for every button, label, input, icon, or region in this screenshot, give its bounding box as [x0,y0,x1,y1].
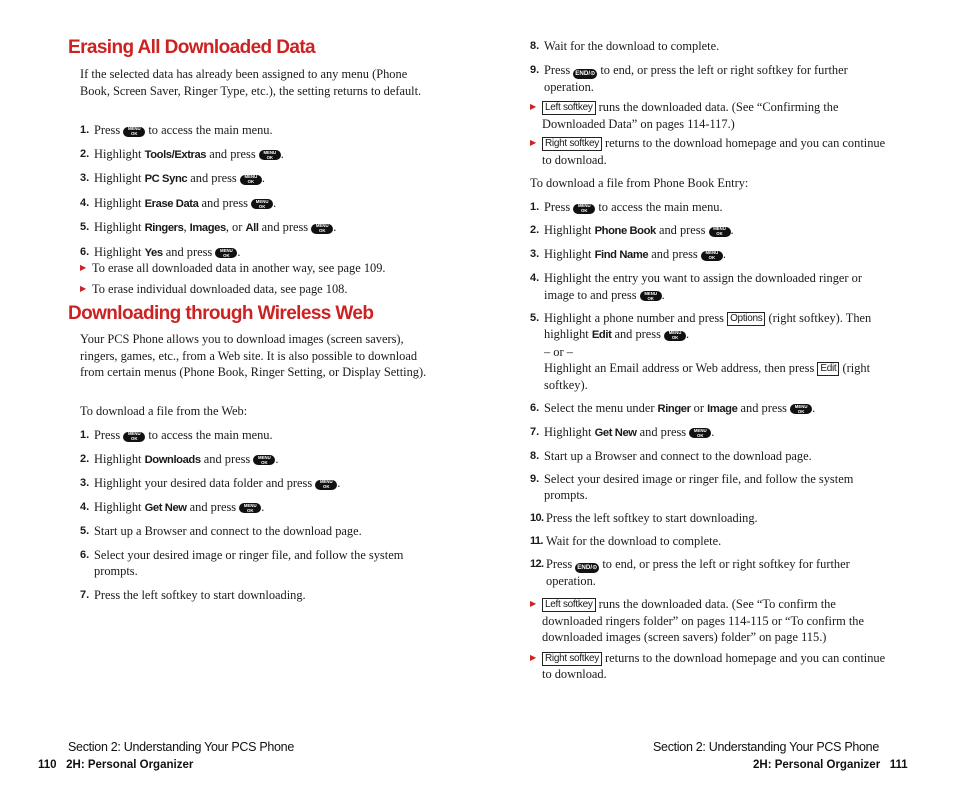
step-item [80,170,438,188]
step-text: Start up a Browser and connect to the download page. [544,448,812,463]
menu-option-label: Phone Book [594,225,656,237]
step-number: 1. [530,201,540,213]
bullet-triangle-icon: ▶ [530,138,537,147]
step-number: 3. [530,248,540,260]
footer-section-right: Section 2: Understanding Your PCS Phone [653,740,879,754]
menu-option-label: Image [707,402,738,415]
menu-option-label: Images [189,222,226,234]
bullet-triangle-icon: ▶ [530,599,537,608]
menu-option-label: All [245,222,259,234]
step-number: 3. [80,477,90,489]
step-text: Wait for the download to complete. [546,534,722,548]
step-text: Highlight Yes and press MENU OK . [94,244,241,259]
note-text: To erase individual downloaded data, see page 108. [92,282,348,296]
menu-ok-key-icon: MENU OK [239,503,261,513]
menu-ok-key-icon: MENU OK [664,331,686,341]
note-text: Right softkey returns to the download homepage and you can continue to download. [542,650,886,681]
step-item [530,471,892,504]
step-number: 8. [530,449,540,462]
step-number: 2. [80,147,90,160]
step-number: 1. [80,429,90,441]
web-steps-continued [530,38,892,95]
step-text: Press the left softkey to start downloading. [546,511,758,525]
note-text: Left softkey runs the downloaded data. (See “To confirm the downloaded ringers folder” on pages 114-115 or “To confirm the downloaded images (screen savers) folder” on page 115.) [542,597,864,644]
menu-ok-key-icon: MENU OK [701,251,723,261]
step-number: 1. [80,124,90,136]
step-text: Highlight your desired data folder and press MENU OK . [94,476,341,490]
step-text: Highlight Ringers, Images, or All and press MENU OK . [94,220,337,234]
bullet-triangle-icon: ▶ [80,284,87,293]
menu-ok-key-icon: MENU OK [253,455,275,465]
step-text: Press the left softkey to start downloading. [94,587,306,602]
step-number: 7. [80,588,90,601]
softkey-label: Right softkey [542,652,602,666]
step-number: 4. [80,196,90,209]
step-number: 10. [530,512,544,524]
step-number: 6. [530,401,540,414]
step-number: 7. [530,425,540,438]
note-text: Right softkey returns to the download homepage and you can continue to download. [542,136,886,167]
step-text: Select the menu under Ringer or Image and press MENU OK . [544,400,816,415]
menu-ok-key-icon: MENU OK [709,227,731,237]
menu-ok-key-icon: MENU OK [123,432,145,442]
menu-ok-key-icon: MENU OK [240,175,262,185]
phonebook-steps [530,199,892,590]
note-item [530,596,892,646]
intro-downloading: Your PCS Phone allows you to download images (screen savers), ringers, games, etc., from a Web site. It is also possible to download from certain menus (Phone Book, Ringer Setting, or Display Setting). [80,332,427,379]
intro-erasing: If the selected data has already been assigned to any menu (Phone Book, Screen Saver, Ringer Type, etc.), the setting returns to default. [80,67,422,98]
step-item [80,451,438,469]
step-text: Highlight Tools/Extras and press MENU OK . [94,146,284,161]
step-text: Highlight the entry you want to assign the downloaded ringer or image to and press MENU OK . [544,271,862,302]
step-number: 5. [80,525,90,537]
step-number: 4. [80,500,90,513]
step-text: Highlight Erase Data and press MENU OK . [94,195,277,210]
web-softkey-notes [530,99,892,168]
menu-ok-key-icon: MENU OK [251,199,273,209]
step-text: Highlight a phone number and press Options (right softkey). Then highlight Edit and press MENU OK . – or – Highlight an Email address or Web address, then press Edit (right softkey). [544,310,872,392]
step-text: Select your desired image or ringer file, and follow the system prompts. [544,471,854,502]
note-item [80,281,438,298]
step-item [530,448,892,465]
step-item [530,270,892,303]
step-number: 2. [530,224,540,236]
footer-page-left: 110 2H: Personal Organizer [38,759,194,771]
step-text: Highlight Find Name and press MENU OK . [544,247,726,261]
step-number: 9. [530,63,540,76]
end-key-icon: END/⊙ [573,69,597,79]
step-item [80,587,438,604]
menu-option-label: PC Sync [144,173,188,185]
note-item [530,135,892,168]
step-text: Press MENU OK to access the main menu. [94,428,273,442]
step-item [530,556,892,590]
note-item [530,99,892,132]
step-item [80,146,438,164]
menu-option-label: Ringers [144,222,184,234]
step-item [530,310,892,394]
step-item [80,427,438,444]
menu-ok-key-icon: MENU OK [311,224,333,234]
menu-ok-key-icon: MENU OK [573,204,595,214]
section-title-downloading: Downloading through Wireless Web [68,303,374,324]
menu-ok-key-icon: MENU OK [315,480,337,490]
menu-ok-key-icon: MENU OK [215,248,237,258]
intro-web: To download a file from the Web: [80,404,248,418]
step-number: 8. [530,40,540,52]
softkey-label: Left softkey [542,598,596,612]
step-text: Highlight PC Sync and press MENU OK . [94,171,265,185]
footer-page-right: 2H: Personal Organizer 111 [753,759,908,771]
step-number: 12. [530,558,544,570]
step-item [80,523,438,540]
menu-option-label: Get New [144,501,187,514]
menu-option-label: Edit [591,329,612,341]
web-steps [68,427,438,603]
step-item [530,62,892,96]
menu-ok-key-icon: MENU OK [689,428,711,438]
step-text: Highlight Get New and press MENU OK . [94,499,265,514]
step-text: Select your desired image or ringer file, and follow the system prompts. [94,547,404,578]
step-number: 3. [80,172,90,184]
step-item [530,222,892,240]
menu-ok-key-icon: MENU OK [123,127,145,137]
menu-ok-key-icon: MENU OK [259,150,281,160]
step-number: 6. [80,548,90,561]
step-item [80,499,438,517]
step-item [530,400,892,418]
menu-option-label: Get New [594,426,637,439]
step-item [80,475,438,492]
menu-ok-key-icon: MENU OK [640,291,662,301]
step-number: 2. [80,452,90,465]
step-number: 5. [530,311,540,324]
note-item [80,260,438,277]
step-number: 9. [530,472,540,485]
footer-section-left: Section 2: Understanding Your PCS Phone [68,740,294,754]
menu-option-label: Downloads [144,453,201,466]
step-text: Press END/⊙ to end, or press the left or right softkey for further operation. [546,557,850,588]
section-title-erasing: Erasing All Downloaded Data [68,37,316,58]
menu-option-label: Find Name [594,249,649,261]
note-text: To erase all downloaded data in another way, see page 109. [92,261,386,275]
bullet-triangle-icon: ▶ [530,102,537,111]
softkey-label: Options [727,312,765,326]
softkey-label: Left softkey [542,101,596,115]
step-number: 6. [80,245,90,258]
step-number: 5. [80,221,90,233]
menu-option-label: Yes [144,246,163,259]
step-text: Highlight Phone Book and press MENU OK . [544,223,734,237]
step-item [530,533,892,550]
step-item [530,424,892,442]
step-text: Press MENU OK to access the main menu. [544,200,723,214]
step-item [80,195,438,213]
bullet-triangle-icon: ▶ [530,652,537,662]
step-item [530,199,892,216]
step-item [530,510,892,527]
step-item [80,219,438,237]
erase-steps [68,122,438,261]
intro-phonebook: To download a file from Phone Book Entry: [530,176,749,190]
menu-option-label: Erase Data [144,197,199,210]
menu-ok-key-icon: MENU OK [790,404,812,414]
softkey-label: Edit [817,362,839,376]
end-key-icon: END/⊙ [575,563,599,573]
menu-option-label: Tools/Extras [144,148,207,161]
step-text: Press END/⊙ to end, or press the left or right softkey for further operation. [544,62,848,94]
step-number: 11. [530,535,543,547]
step-item [80,547,438,580]
step-text: Highlight Get New and press MENU OK . [544,424,715,439]
step-text: Start up a Browser and connect to the download page. [94,524,362,538]
note-item [530,650,892,683]
step-number: 4. [530,272,540,284]
bullet-triangle-icon: ▶ [80,263,87,272]
step-item [530,38,892,55]
step-text: Wait for the download to complete. [544,39,720,53]
step-item [80,244,438,262]
step-text: Highlight Downloads and press MENU OK . [94,451,279,466]
erase-notes [68,260,438,298]
softkey-label: Right softkey [542,137,602,151]
menu-option-label: Ringer [657,402,691,415]
step-text: Press MENU OK to access the main menu. [94,123,273,137]
note-text: Left softkey runs the downloaded data. (See “Confirming the Downloaded Data” on pages 114-117.) [542,100,839,131]
step-item [80,122,438,139]
phonebook-softkey-notes [530,596,892,683]
step-item [530,246,892,264]
